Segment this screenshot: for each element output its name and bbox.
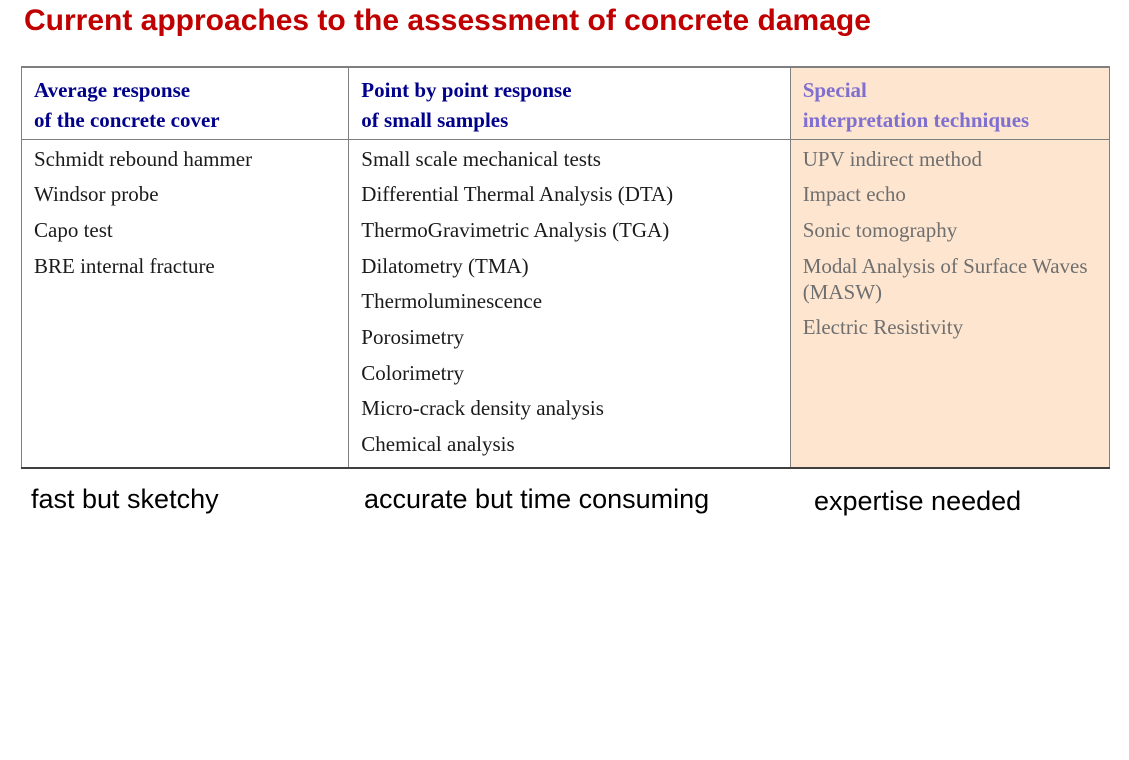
list-item: ThermoGravimetric Analysis (TGA): [361, 217, 670, 242]
list-item: Micro-crack density analysis: [361, 396, 604, 421]
table-body-row: [22, 139, 1110, 468]
list-item: Porosimetry: [361, 324, 464, 349]
list-item: Thermoluminescence: [361, 289, 543, 314]
list-item: Differential Thermal Analysis (DTA): [361, 182, 674, 207]
header-line: Special: [802, 78, 867, 102]
list-item: Capo test: [34, 217, 113, 242]
header-special-techniques: [790, 67, 1109, 139]
list-item: Schmidt rebound hammer: [34, 146, 253, 171]
header-average-response: [22, 67, 349, 139]
list-item: Dilatometry (TMA): [361, 253, 529, 278]
list-item: Modal Analysis of Surface Waves (MASW): [802, 253, 1088, 304]
list-item: Sonic tomography: [802, 217, 958, 242]
point-by-point-cell: [349, 139, 790, 468]
methods-table: [21, 66, 1110, 469]
caption-accurate-but-time-consuming: accurate but time consuming: [364, 484, 710, 514]
header-line: interpretation techniques: [802, 108, 1030, 132]
special-techniques-cell: [790, 139, 1109, 468]
list-item: Windsor probe: [34, 182, 159, 207]
table-header-row: [22, 67, 1110, 139]
caption-expertise-needed: expertise needed: [814, 486, 1022, 516]
average-response-list: [34, 146, 336, 279]
list-item: BRE internal fracture: [34, 253, 215, 278]
header-line: Average response: [34, 78, 191, 102]
header-line: of the concrete cover: [34, 108, 220, 132]
caption-fast-but-sketchy: fast but sketchy: [31, 484, 219, 514]
average-response-cell: [22, 139, 349, 468]
list-item: Small scale mechanical tests: [361, 146, 601, 171]
list-item: Impact echo: [802, 182, 906, 207]
slide-title: Current approaches to the assessment of concrete damage: [24, 4, 871, 37]
list-item: Electric Resistivity: [802, 315, 964, 340]
list-item: Colorimetry: [361, 360, 464, 385]
list-item: Chemical analysis: [361, 432, 515, 456]
point-by-point-list: [361, 146, 777, 458]
header-line: Point by point response: [361, 78, 572, 102]
header-line: of small samples: [361, 108, 509, 132]
special-techniques-list: [803, 146, 1097, 341]
header-point-by-point: [349, 67, 790, 139]
list-item: UPV indirect method: [802, 146, 982, 171]
